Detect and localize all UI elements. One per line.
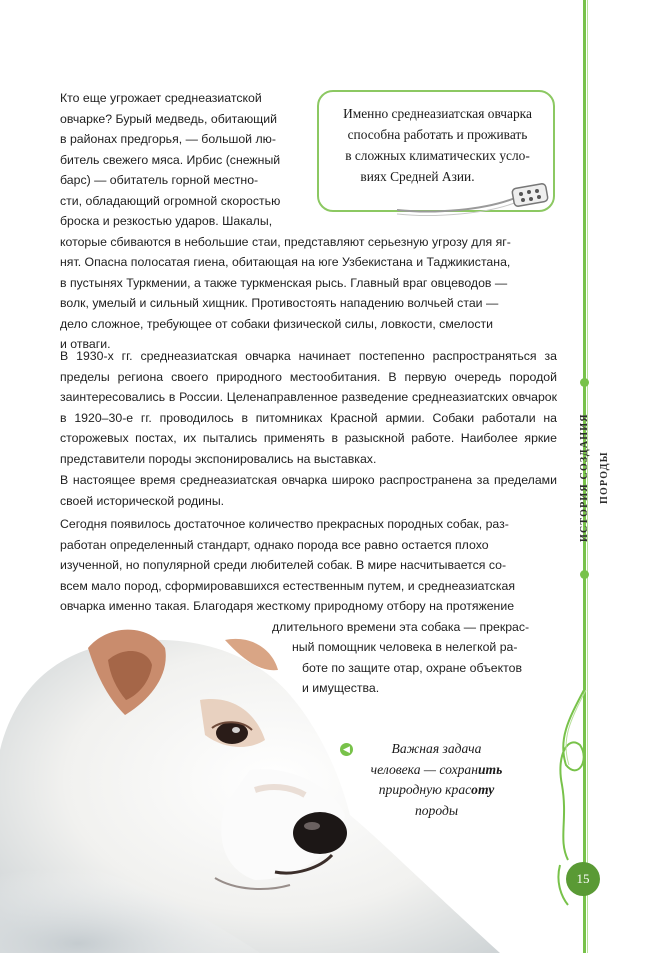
text-line: в районах предгорья, — большой лю- — [60, 132, 276, 146]
text-line: волк, умелый и сильный хищник. Противостоять нападению волчьей стаи — — [60, 296, 499, 310]
text-line: битель свежего мяса. Ирбис (снежный — [60, 152, 281, 167]
callout-line: Именно среднеазиатская овчарка — [343, 106, 532, 121]
callout-line: в сложных климатических усло- — [345, 148, 530, 163]
text-line: всем мало пород, сформировавшихся естественным путем, и среднеазиатская — [60, 578, 515, 593]
section-title: ИСТОРИЯ СОЗДАНИЯ ПОРОДЫ — [579, 413, 610, 543]
paragraph-history: В 1930-х гг. среднеазиатская овчарка начинает постепенно распространяться за пределы региона своего природного местообитания. В первую очередь породой заинтересовались в России. Целенаправленное разведение среднеазиатских овчарок в 1920–30-е гг. проводилось в питомниках Красной армии. Собаки работали на сторожевых постах, их пытались применять в разыскной работе. Наиболее яркие представители породы экспонировались на выставках. — [60, 349, 557, 466]
callout-line: виях Средней Азии. — [360, 169, 475, 184]
caption-line: породы — [414, 802, 459, 818]
text-line: ный помощник человека в нелегкой ра- — [292, 640, 518, 654]
photo-caption — [354, 739, 519, 821]
caption-line: Важная задача — [391, 741, 482, 756]
caption-text: природную крас — [378, 782, 472, 797]
caption-text-bold: оту — [471, 782, 495, 797]
text-line: овчарка именно такая. Благодаря жесткому природному отбору на протяжение — [60, 599, 515, 613]
caption-text: человека — сохран — [370, 761, 478, 777]
text-line: и имущества. — [302, 681, 380, 695]
side-rule-dot-top — [580, 378, 589, 387]
text-line: и отваги. — [60, 337, 111, 351]
text-line: сти, обладающий огромной скоростью — [60, 193, 281, 208]
caption-text-bold: ить — [477, 761, 503, 777]
text-line: броска и резкостью ударов. Шакалы, — [60, 214, 273, 228]
text-line: работан определенный стандарт, однако порода все равно остается плохо — [60, 537, 489, 552]
text-line: дело сложное, требующее от собаки физической силы, ловкости, смелости — [60, 316, 494, 331]
text-line: которые сбиваются в небольшие стаи, представляют серьезную угрозу для яг- — [60, 234, 511, 249]
arrow-left-icon: ◀ — [340, 743, 353, 756]
text-line: нят. Опасна полосатая гиена, обитающая на юге Узбекистана и Таджикистана, — [60, 255, 511, 269]
text-line: Кто еще угрожает среднеазиатской — [60, 91, 262, 105]
caption-line — [354, 780, 519, 801]
callout-line: способна работать и проживать — [347, 127, 528, 142]
callout-text — [330, 103, 545, 187]
paragraph-present: В настоящее время среднеазиатская овчарка широко распространена за пределами своей исторической родины. — [60, 473, 557, 508]
text-line: изученной, но популярной среди любителей собак. В мире насчитывается со- — [60, 558, 507, 572]
text-line: в пустынях Туркмении, а также туркменская рысь. Главный враг овцеводов — — [60, 275, 508, 290]
caption-line — [354, 760, 519, 781]
text-line: длительного времени эта собака — прекрас- — [272, 619, 530, 634]
text-line: Сегодня появилось достаточное количество прекрасных породных собак, раз- — [60, 517, 509, 531]
collar-icon — [395, 180, 555, 220]
text-line: боте по защите отар, охране объектов — [302, 660, 523, 675]
text-line: овчарке? Бурый медведь, обитающий — [60, 111, 278, 126]
page-number: 15 — [566, 862, 600, 896]
text-line: барс) — обитатель горной местно- — [60, 173, 259, 187]
side-rule-dot-bottom — [580, 570, 589, 579]
